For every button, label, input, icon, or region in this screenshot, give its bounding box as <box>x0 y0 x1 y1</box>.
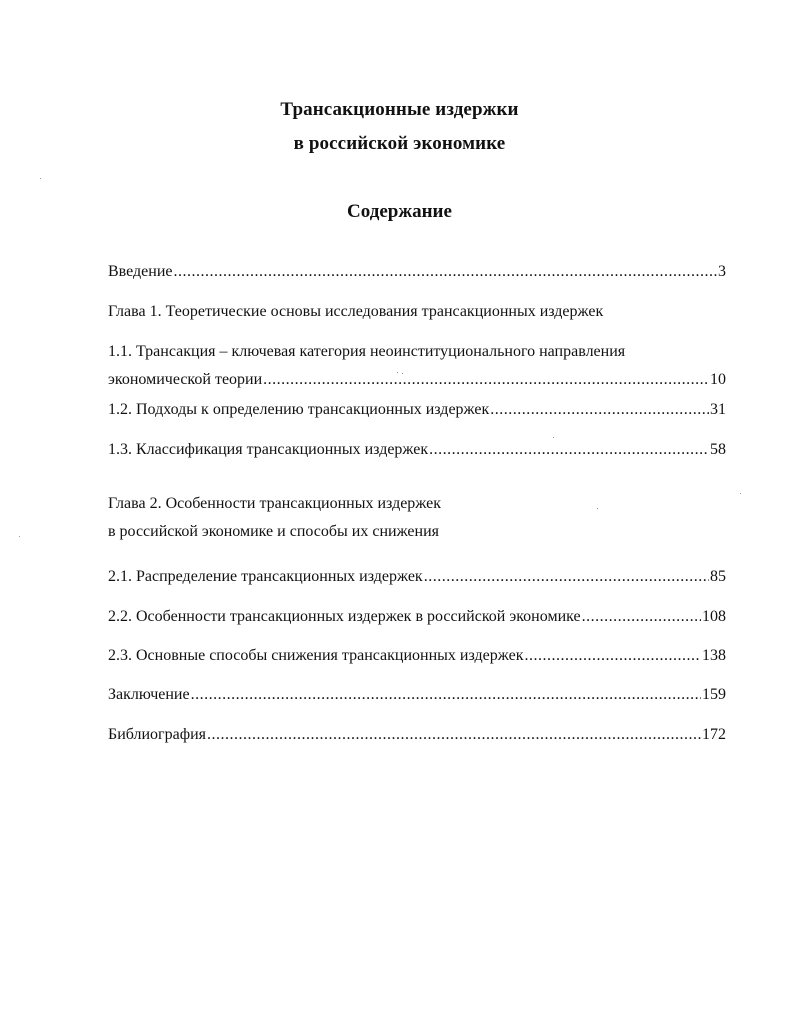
dot-leader <box>424 567 709 587</box>
toc-page-number: 31 <box>710 401 726 418</box>
toc-chapter-2-heading-line-2[interactable]: в российской экономике и способы их снижения <box>108 523 439 540</box>
document-title-line-1: Трансакционные издержки <box>280 99 519 120</box>
toc-entry-title: 1.2. Подходы к определению трансакционных издержек <box>108 401 490 418</box>
dot-leader <box>174 262 718 282</box>
toc-entry-title: Введение <box>108 263 173 280</box>
toc-entry-2-3[interactable] <box>108 646 726 666</box>
toc-entry-1-2[interactable] <box>108 400 726 420</box>
toc-page-number: 10 <box>710 371 726 388</box>
scan-speck <box>740 493 741 494</box>
toc-entry-2-2[interactable] <box>108 607 726 627</box>
toc-entry-conclusion[interactable] <box>108 685 726 705</box>
scan-speck <box>553 437 554 438</box>
toc-page-number: 159 <box>702 686 726 703</box>
contents-heading: Содержание <box>347 201 452 222</box>
toc-page-number: 172 <box>702 726 726 743</box>
toc-entry-title: 2.2. Особенности трансакционных издержек в российской экономике <box>108 608 581 625</box>
dot-leader <box>429 440 709 460</box>
toc-entry-2-1[interactable] <box>108 567 726 587</box>
dot-leader <box>582 607 701 627</box>
toc-entry-title: Заключение <box>108 686 190 703</box>
toc-entry-title: 2.1. Распределение трансакционных издержек <box>108 568 423 585</box>
toc-page-number: 58 <box>710 441 726 458</box>
dot-leader <box>263 370 709 390</box>
toc-entry-1-1-line-1[interactable]: 1.1. Трансакция – ключевая категория неоинституционального направления <box>108 343 626 360</box>
toc-entry-title: Библиография <box>108 726 206 743</box>
toc-page-number: 3 <box>718 263 726 280</box>
scan-speck <box>397 372 398 373</box>
toc-entry-1-1[interactable] <box>108 370 726 390</box>
scan-speck <box>597 508 598 509</box>
toc-page-number: 85 <box>710 568 726 585</box>
dot-leader <box>490 400 709 420</box>
toc-chapter-1-heading[interactable]: Глава 1. Теоретические основы исследования трансакционных издержек <box>108 303 604 320</box>
dot-leader <box>191 685 701 705</box>
toc-chapter-2-heading-line-1[interactable]: Глава 2. Особенности трансакционных издержек <box>108 495 442 512</box>
document-title-line-2: в российской экономике <box>293 133 506 154</box>
dot-leader <box>207 725 701 745</box>
scan-speck <box>40 178 41 179</box>
toc-entry-title: 1.3. Классификация трансакционных издержек <box>108 441 429 458</box>
toc-entry-introduction[interactable] <box>108 262 726 282</box>
toc-entry-title: 2.3. Основные способы снижения трансакционных издержек <box>108 647 524 664</box>
toc-entry-bibliography[interactable] <box>108 725 726 745</box>
dot-leader <box>524 646 701 666</box>
toc-page-number: 108 <box>702 608 726 625</box>
toc-entry-1-3[interactable] <box>108 440 726 460</box>
toc-page-number: 138 <box>702 647 726 664</box>
scan-speck <box>402 373 403 374</box>
scan-speck <box>19 536 20 537</box>
toc-entry-title: экономической теории <box>108 371 263 388</box>
